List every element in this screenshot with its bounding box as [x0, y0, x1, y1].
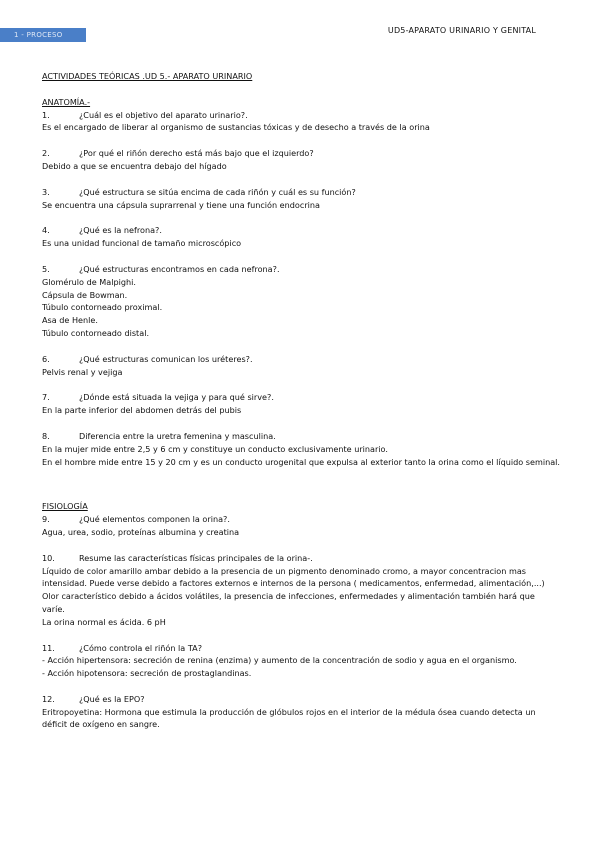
answer-line: varíe. — [42, 603, 65, 614]
answer-line: Eritropoyetina: Hormona que estimula la producción de glóbulos rojos en el interior de la médula ósea cuando detecta un — [42, 706, 536, 717]
question-number: 3. — [42, 186, 50, 197]
answer-line: Es el encargado de liberar al organismo de sustancias tóxicas y de desecho a través de la orina — [42, 122, 430, 133]
answer-line: Olor característico debido a ácidos volátiles, la presencia de infecciones, enfermedades y alimentación también hará que — [42, 591, 535, 602]
answer-line: Túbulo contorneado proximal. — [42, 302, 163, 313]
answer-line: Pelvis renal y vejiga — [42, 366, 123, 377]
answer-line: Asa de Henle. — [42, 315, 98, 326]
answer-line: En el hombre mide entre 15 y 20 cm y es un conducto urogenital que expulsa al exterior tanto la orina como el líquido seminal. — [42, 456, 560, 467]
answer-line: - Acción hipertensora: secreción de renina (enzima) y aumento de la concentración de sodio y agua en el organismo. — [42, 655, 517, 666]
answer-line: En la mujer mide entre 2,5 y 6 cm y constituye un conducto exclusivamente urinario. — [42, 443, 388, 454]
answer-line: La orina normal es ácida. 6 pH — [42, 616, 166, 627]
answer-line: intensidad. Puede verse debido a factores externos e internos de la persona ( medicamentos, enfermedad, alimentación,...) — [42, 578, 545, 589]
answer-line: Debido a que se encuentra debajo del hígado — [42, 160, 227, 171]
answer-line: Cápsula de Bowman. — [42, 289, 128, 300]
document-body — [42, 70, 562, 731]
question-number: 9. — [42, 514, 50, 525]
question-text: ¿Por qué el riñón derecho está más bajo que el izquierdo? — [79, 148, 314, 159]
section-fisiologia: FISIOLOGÍA — [42, 501, 88, 512]
question-10 — [42, 552, 562, 565]
answer-line: - Acción hipotensora: secreción de prostaglandinas. — [42, 668, 252, 679]
question-text: Diferencia entre la uretra femenina y masculina. — [79, 430, 276, 441]
question-text: ¿Cómo controla el riñón la TA? — [79, 642, 202, 653]
answer-line: En la parte inferior del abdomen detrás del pubis — [42, 405, 242, 416]
question-number: 12. — [42, 693, 55, 704]
question-text: ¿Qué elementos componen la orina?. — [79, 514, 230, 525]
answer-line: Es una unidad funcional de tamaño microscópico — [42, 238, 242, 249]
question-number: 8. — [42, 430, 50, 441]
question-text: ¿Qué estructuras comunican los uréteres?. — [79, 353, 253, 364]
question-number: 10. — [42, 552, 55, 563]
question-number: 11. — [42, 642, 55, 653]
answer-line: Túbulo contorneado distal. — [42, 327, 150, 338]
question-4 — [42, 224, 562, 237]
answer-line: Agua, urea, sodio, proteínas albumina y creatina — [42, 526, 240, 537]
question-number: 7. — [42, 392, 50, 403]
answer-line: déficit de oxígeno en sangre. — [42, 719, 160, 730]
question-8 — [42, 430, 562, 443]
question-7 — [42, 391, 562, 404]
question-1 — [42, 109, 562, 122]
question-number: 4. — [42, 225, 50, 236]
answer-line: Glomérulo de Malpighi. — [42, 276, 136, 287]
question-text: Resume las características físicas principales de la orina-. — [79, 552, 313, 563]
question-9 — [42, 513, 562, 526]
question-3 — [42, 186, 562, 199]
header-title: UD5-APARATO URINARIO Y GENITAL — [387, 26, 536, 35]
question-text: ¿Qué es la EPO? — [79, 693, 145, 704]
question-number: 1. — [42, 109, 50, 120]
question-2 — [42, 147, 562, 160]
answer-line: Se encuentra una cápsula suprarrenal y tiene una función endocrina — [42, 199, 321, 210]
question-12 — [42, 693, 562, 706]
question-number: 6. — [42, 353, 50, 364]
question-text: ¿Qué estructura se sitúa encima de cada riñón y cuál es su función? — [79, 186, 356, 197]
answer-line: Líquido de color amarillo ambar debido a la presencia de un pigmento denominado cromo, a mayor concentracion mas — [42, 565, 527, 576]
document-title: ACTIVIDADES TEÓRICAS .UD 5.- APARATO URINARIO — [42, 71, 253, 81]
question-text: ¿Qué estructuras encontramos en cada nefrona?. — [79, 263, 280, 274]
section-anatomia: ANATOMÍA.- — [42, 96, 91, 107]
question-number: 5. — [42, 263, 50, 274]
question-11 — [42, 642, 562, 655]
question-text: ¿Dónde está situada la vejiga y para qué sirve?. — [79, 392, 274, 403]
question-text: ¿Cuál es el objetivo del aparato urinario?. — [79, 109, 248, 120]
question-text: ¿Qué es la nefrona?. — [79, 225, 162, 236]
header-tab — [0, 28, 86, 42]
question-5 — [42, 263, 562, 276]
header-tab-label: 1 - PROCESO — [14, 31, 63, 39]
question-6 — [42, 353, 562, 366]
question-number: 2. — [42, 148, 50, 159]
